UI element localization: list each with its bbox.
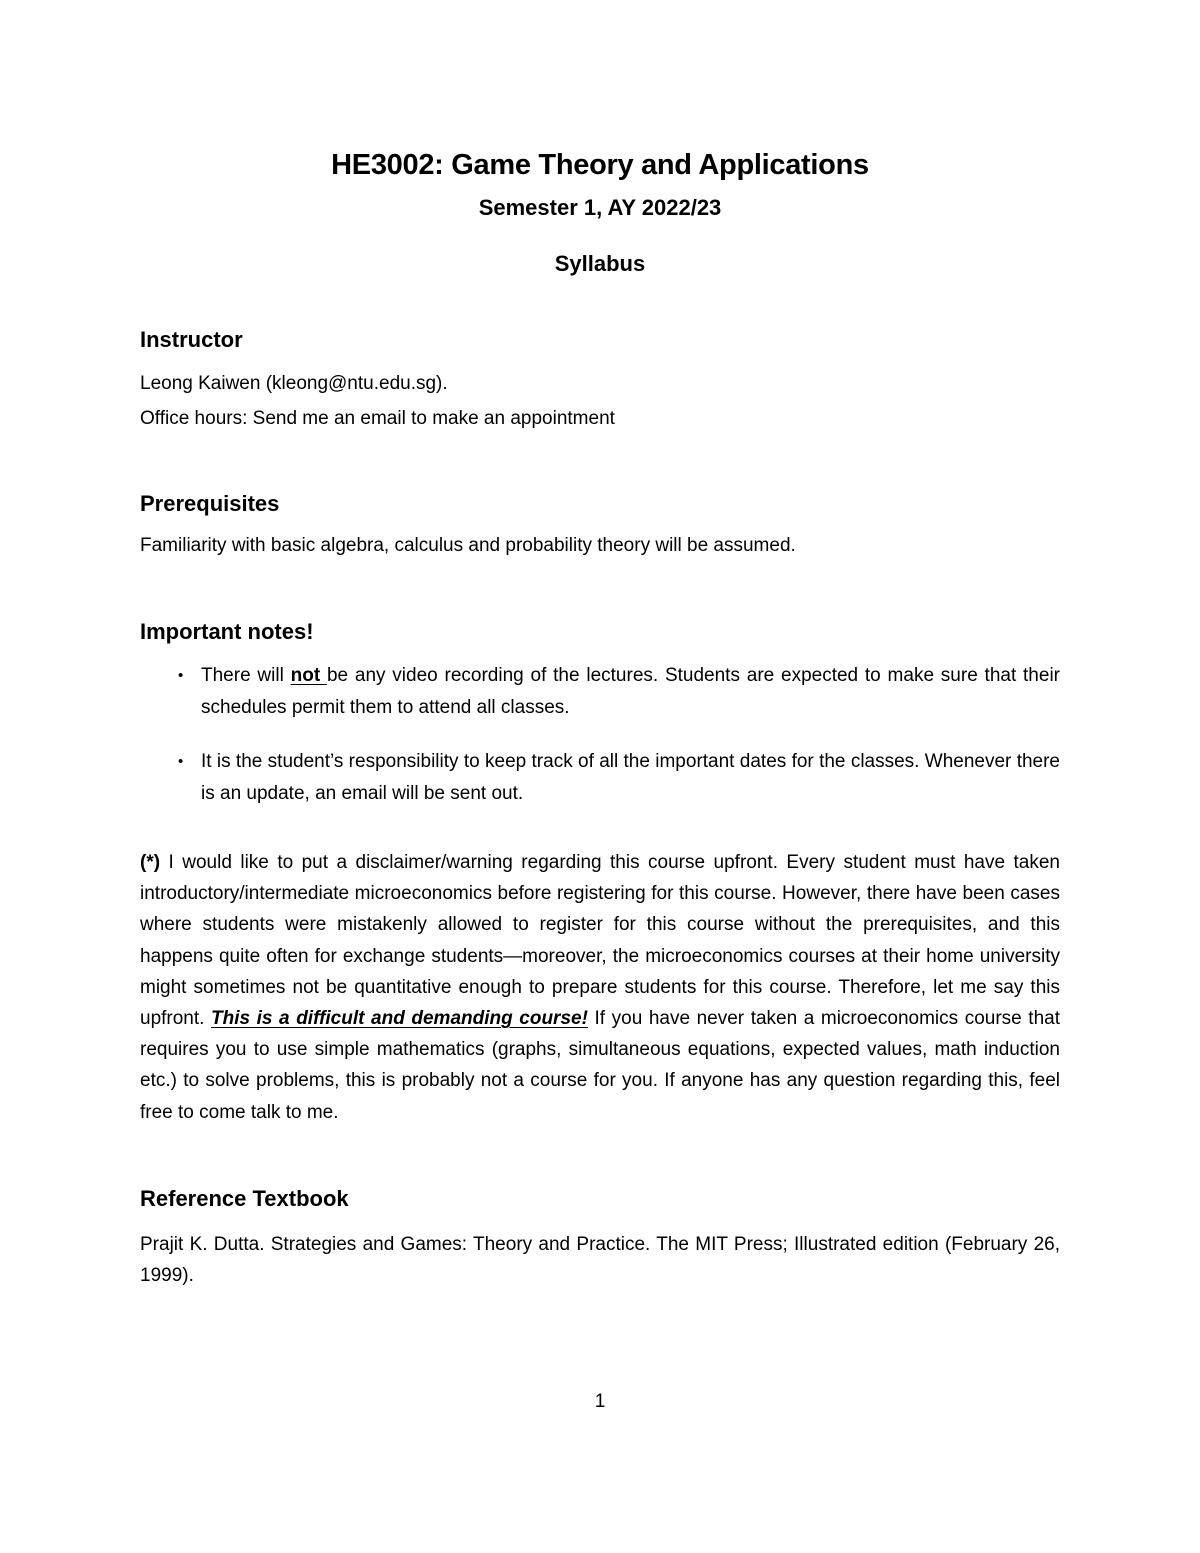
bullet1-text-start: There will — [201, 665, 291, 686]
reference-heading: Reference Textbook — [140, 1186, 349, 1211]
document-type-heading: Syllabus — [554, 251, 646, 276]
important-notes-heading: Important notes! — [140, 619, 314, 644]
disclaimer-emphasis: This is a difficult and demanding course! — [211, 1008, 588, 1030]
reference-text: Prajit K. Dutta. Strategies and Games: Theory and Practice. The MIT Press; Illustrated edition (February 26, 1999). — [140, 1234, 1060, 1287]
bullet-icon: • — [178, 667, 184, 684]
bullet2-text: It is the student’s responsibility to keep track of all the important dates for the classes. Whenever there is an update, an email will be sent out. — [201, 751, 1060, 804]
bullet1-emphasis: not — [290, 665, 327, 686]
disclaimer-text-end: If you have never taken a microeconomics course that requires you to use simple mathematics (graphs, simultaneous equations, expected values, math induction etc.) to solve problems, this is probably not a course for you. If anyone has any question regarding this, feel free to come talk to me. — [140, 1008, 1061, 1123]
important-notes-list — [140, 660, 1060, 809]
bullet-icon: • — [178, 753, 184, 770]
instructor-heading: Instructor — [140, 327, 243, 352]
semester-subtitle: Semester 1, AY 2022/23 — [478, 195, 722, 220]
instructor-name-line: Leong Kaiwen (kleong@ntu.edu.sg). — [140, 373, 448, 394]
prerequisites-text: Familiarity with basic algebra, calculus and probability theory will be assumed. — [140, 535, 796, 556]
office-hours-line: Office hours: Send me an email to make an appointment — [140, 408, 615, 429]
disclaimer-text-start: I would like to put a disclaimer/warning regarding this course upfront. Every student must have taken introductory/intermediate microeconomics before registering for this course. However, there have been cases where students were mistakenly allowed to register for this course without the prerequisites, and this happens quite often for exchange students—moreover, the microeconomics courses at their home university might sometimes not be quantitative enough to prepare students for this course. Therefore, let me say this upfront. — [140, 852, 1060, 1030]
disclaimer-marker: (*) — [140, 852, 161, 873]
list-item — [140, 660, 1060, 723]
page-number: 1 — [594, 1391, 606, 1412]
document-title: HE3002: Game Theory and Applications — [331, 149, 869, 181]
list-item — [140, 746, 1060, 809]
bullet1-text-end: be any video recording of the lectures. Students are expected to make sure that their schedules permit them to attend all classes. — [201, 665, 1060, 718]
prerequisites-heading: Prerequisites — [140, 491, 280, 516]
disclaimer-paragraph — [140, 847, 1060, 1128]
